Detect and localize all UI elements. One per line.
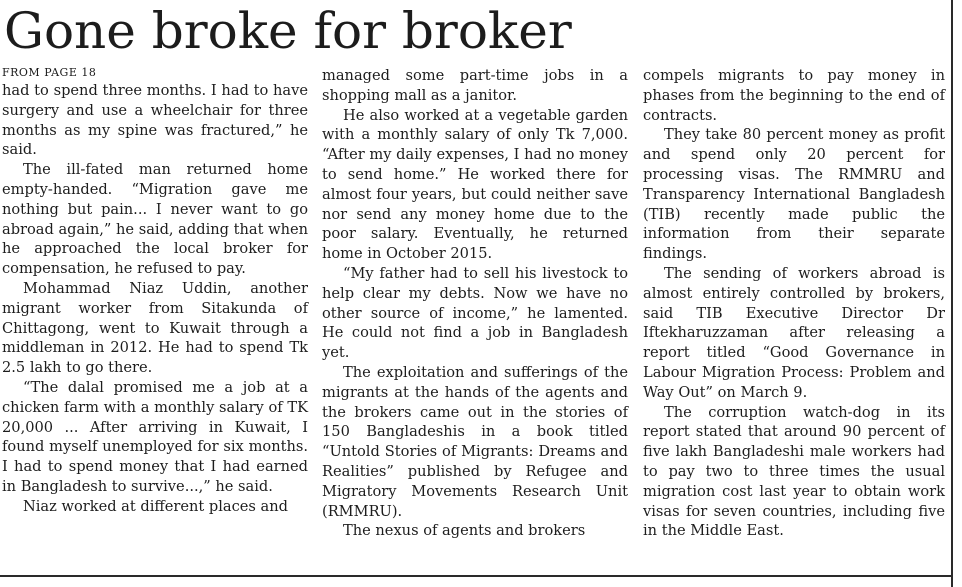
article-column-1 [2, 66, 308, 517]
paragraph: He also worked at a vegetable garden with a monthly salary of only Tk 7,000. “After my daily expenses, I had no money to send home.” He worked there for almost four years, but could neither save nor send any money home due to the poor salary. Eventually, he returned home in October 2015. [322, 106, 628, 263]
headline: Gone broke for broker [4, 2, 572, 60]
paragraph: compels migrants to pay money in phases from the beginning to the end of contracts. [643, 67, 945, 124]
page-border-right [951, 0, 953, 587]
paragraph: Niaz worked at different places and [23, 497, 289, 515]
page-border-bottom [0, 575, 953, 577]
paragraph: The ill-fated man returned home empty-handed. “Migration gave me nothing but pain... I never want to go abroad again,” he said, adding that when he approached the local broker for compensation, he refused to pay. [2, 161, 309, 278]
article-column-3 [643, 66, 945, 541]
paragraph: The exploitation and sufferings of the migrants at the hands of the agents and the brokers came out in the stories of 150 Bangladeshis in a book titled “Untold Stories of Migrants: Dreams and Realities” published by Refugee and Migratory Movements Research Unit (RMMRU). [322, 363, 628, 520]
paragraph: had to spend three months. I had to have surgery and use a wheelchair for three months as my spine was fractured,” he said. [2, 82, 308, 159]
article-column-2 [322, 66, 628, 541]
paragraph: The nexus of agents and brokers [343, 522, 586, 540]
paragraph: The sending of workers abroad is almost entirely controlled by brokers, said TIB Executive Director Dr Iftekharuzzaman after releasing a report titled “Good Governance in Labour Migration Process: Problem and Way Out” on March 9. [643, 264, 945, 401]
paragraph: “My father had to sell his livestock to help clear my debts. Now we have no other source of income,” he lamented. He could not find a job in Bangladesh yet. [322, 264, 628, 362]
paragraph: They take 80 percent money as profit and spend only 20 percent for processing visas. The RMMRU and Transparency International Bangladesh (TIB) recently made public the information from their separate findings. [643, 126, 945, 263]
continuation-kicker: FROM PAGE 18 [2, 66, 97, 79]
paragraph: managed some part-time jobs in a shopping mall as a janitor. [322, 67, 628, 104]
paragraph: The corruption watch-dog in its report stated that around 90 percent of five lakh Bangladeshi male workers had to pay two to three times the usual migration cost last year to obtain work visas for seven countries, including five in the Middle East. [643, 403, 945, 540]
paragraph: Mohammad Niaz Uddin, another migrant worker from Sitakunda of Chittagong, went to Kuwait through a middleman in 2012. He had to spend Tk 2.5 lakh to go there. [2, 279, 308, 377]
paragraph: “The dalal promised me a job at a chicken farm with a monthly salary of TK 20,000 ... After arriving in Kuwait, I found myself unemployed for six months. I had to spend money that I had earned in Bangladesh to survive...,” he said. [2, 378, 308, 495]
